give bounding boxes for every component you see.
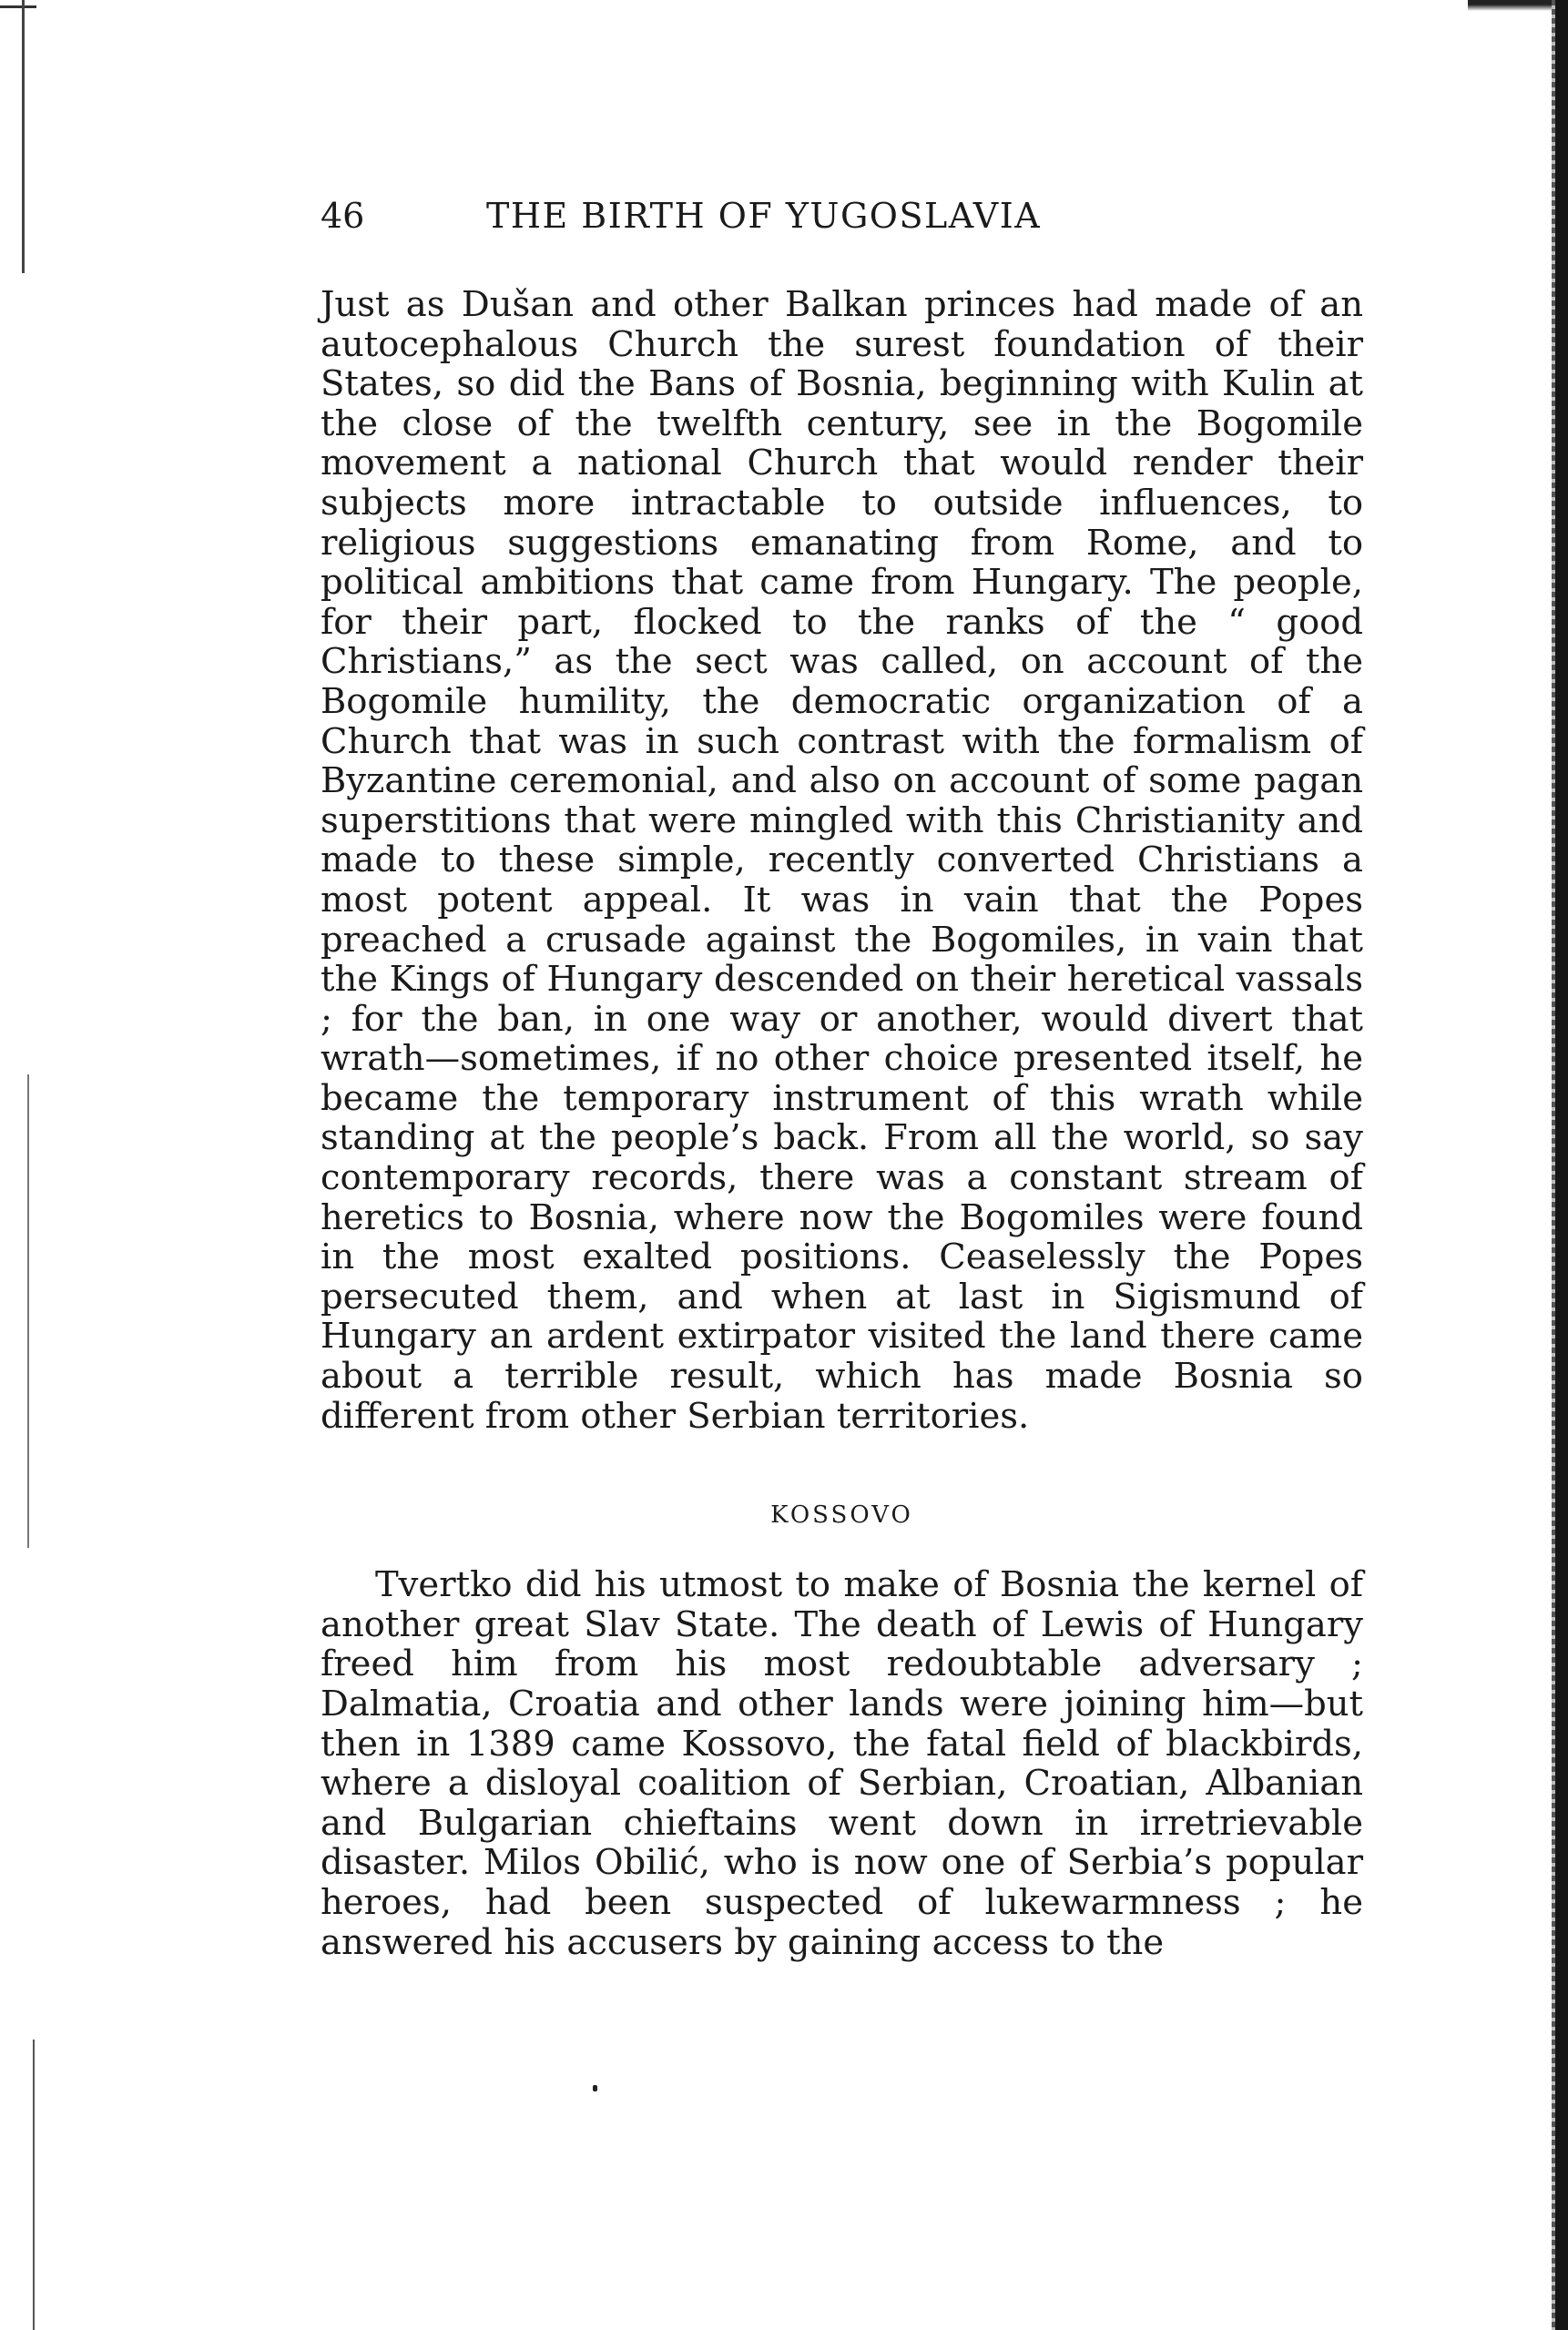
body-paragraph-1: Just as Dušan and other Balkan princes had made of an autocephalous Church the surest foundation of their States, so did the Bans of Bosnia, beginning with Kulin at the close of the twelfth century, see in the Bogomile movement a national Church that would render their subjects more intractable to outside influences, to religious suggestions emanating from Rome, and to political ambitions that came from Hungary. The people, for their part, flocked to the ranks of the “ good Christians,” as the sect was called, on account of the Bogomile humility, the democratic organization of a Church that was in such contrast with the formalism of Byzantine ceremonial, and also on account of some pagan superstitions that were mingled with this Christianity and made to these simple, recently converted Christians a most potent appeal. It was in vain that the Popes preached a crusade against the Bogomiles, in vain that the Kings of Hungary descended on their heretical vassals ; for the ban, in one way or another, would divert that wrath—sometimes, if no other choice presented itself, he became the temporary instrument of this wrath while standing at the people’s back. From all the world, so say contemporary records, there was a constant stream of heretics to Bosnia, where now the Bogomiles were found in the most exalted positions. Ceaselessly the Popes persecuted them, and when at last in Sigismund of Hungary an ardent extirpator visited the land there came about a terrible result, which has made Bosnia so different from other Serbian territories. xyxy=(321,284,1363,1437)
running-head xyxy=(321,196,1363,249)
section-paragraph-1: Tvertko did his utmost to make of Bosnia the kernel of another great Slav State. The death of Lewis of Hungary freed him from his most redoubtable adversary ; Dalmatia, Croatia and other lands were joining him—but then in 1389 came Kossovo, the fatal field of blackbirds, where a disloyal coalition of Serbian, Croatian, Albanian and Bulgarian chieftains went down in irretrievable disaster. Milos Obilić, who is now one of Serbia’s popular heroes, had been suspected of lukewarmness ; he answered his accusers by gaining access to the xyxy=(321,1564,1363,1963)
scan-edge-left-upper xyxy=(22,0,25,273)
scan-speck xyxy=(593,2085,597,2091)
page-number: 46 xyxy=(321,196,365,236)
section-heading: KOSSOVO xyxy=(770,1501,913,1530)
running-title: THE BIRTH OF YUGOSLAVIA xyxy=(486,196,1042,236)
book-page xyxy=(321,196,1363,1962)
scan-edge-left-lower xyxy=(33,2040,35,2330)
scan-edge-top-left xyxy=(0,5,36,8)
scan-edge-left-middle xyxy=(27,1074,29,1548)
binding-edge xyxy=(1555,0,1568,2330)
